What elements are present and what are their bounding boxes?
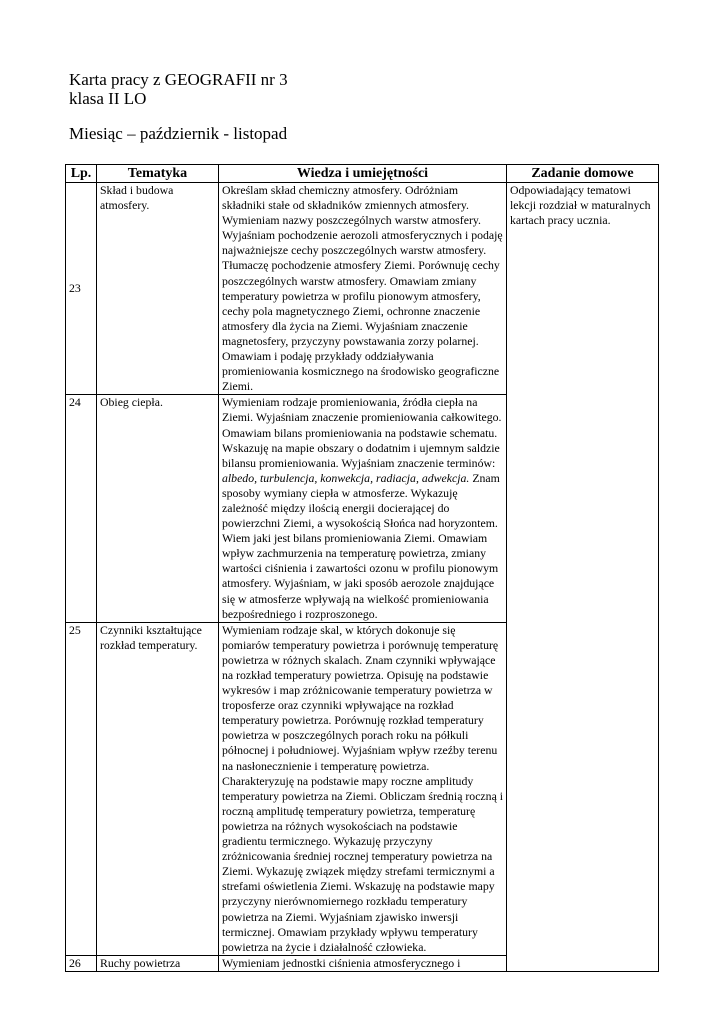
column-header-homework: Zadanie domowe: [507, 165, 659, 183]
row-number: 23: [66, 183, 97, 395]
curriculum-table: [65, 164, 659, 972]
skills-text: Znam sposoby wymiany ciepła w atmosferze. Wykazuję zależność między ilością energii docierającej do powierzchni Ziemi, a wysokością Słońca nad horyzontem. Wiem jaki jest bilans promieniowania Ziemi. Omawiam wpływ zachmurzenia na temperaturę powietrza, zmiany wartości ciśnienia i zawartości ozonu w profilu pionowym atmosfery. Wyjaśniam, w jaki sposób aerozole znajdujące się w atmosferze wpływają na wielkość promieniowania bezpośredniego i rozproszonego.: [222, 470, 500, 621]
row-number: 26: [66, 955, 97, 971]
row-skills: Wymieniam rodzaje skal, w których dokonuje się pomiarów temperatury powietrza i porównuję temperaturę powietrza w różnych skalach. Znam czynniki wpływające na rozkład temperatury powietrza. Opisuję na podstawie wykresów i map zróżnicowanie temperatury powietrza w troposferze oraz czynniki wpływające na rozkład temperatury powietrza. Porównuję rozkład temperatury powietrza w poszczególnych porach roku na półkuli północnej i południowej. Wyjaśniam wpływ rzeźby terenu na nasłonecznienie i temperaturę powietrza. Charakteryzuję na podstawie mapy roczne amplitudy temperatury powietrza na Ziemi. Obliczam średnią roczną i roczną amplitudę temperatury powietrza, temperaturę powietrza na różnych wysokościach na podstawie gradientu termicznego. Wykazuję przyczyny zróżnicowania średniej rocznej temperatury powietrza na Ziemi. Wykazuję związek między strefami termicznymi a strefami oświetlenia Ziemi. Wskazuję na podstawie mapy przyczyny nierównomiernego rozkładu temperatury powietrza na Ziemi. Wyjaśniam zjawisko inwersji termicznej. Omawiam przykłady wpływu temperatury powietrza na życie i działalność człowieka.: [219, 622, 507, 955]
row-number: 25: [66, 622, 97, 955]
skills-terms: albedo, turbulencja, konwekcja, radiacja, adwekcja.: [222, 470, 470, 485]
row-topic: Obieg ciepła.: [97, 395, 219, 622]
row-topic: Skład i budowa atmosfery.: [97, 183, 219, 395]
row-topic: Ruchy powietrza: [97, 955, 219, 971]
column-header-lp: Lp.: [66, 165, 97, 183]
row-skills: [219, 395, 507, 622]
row-skills: Określam skład chemiczny atmosfery. Odróżniam składniki stałe od składników zmiennych atmosfery. Wymieniam nazwy poszczególnych warstw atmosfery. Wyjaśniam pochodzenie aerozoli atmosferycznych i podaję najważniejsze cechy poszczególnych warstw atmosfery. Tłumaczę pochodzenie atmosfery Ziemi. Porównuję cechy poszczególnych warstw atmosfery. Omawiam zmiany temperatury powietrza w profilu pionowym atmosfery, cechy pola magnetycznego Ziemi, ochronne znaczenie atmosfery dla życia na Ziemi. Wyjaśniam znaczenie magnetosfery, przyczyny powstawania zorzy polarnej. Omawiam i podaję przykłady oddziaływania promieniowania kosmicznego na środowisko geograficzne Ziemi.: [219, 183, 507, 395]
row-skills: Wymieniam jednostki ciśnienia atmosferycznego i: [219, 955, 507, 971]
skills-text: Wymieniam rodzaje promieniowania, źródła ciepła na Ziemi. Wyjaśniam znaczenie promieniowania całkowitego. Omawiam bilans promieniowania na podstawie schematu. Wskazuję na mapie obszary o dodatnim i ujemnym saldzie bilansu promieniowania. Wyjaśniam znaczenie terminów:: [222, 395, 502, 470]
class-label: klasa II LO: [69, 89, 147, 108]
row-topic: Czynniki kształtujące rozkład temperatury.: [97, 622, 219, 955]
column-header-topic: Tematyka: [97, 165, 219, 183]
homework-cell: Odpowiadający tematowi lekcji rozdział w maturalnych kartach pracy ucznia.: [507, 183, 659, 972]
worksheet-title: Karta pracy z GEOGRAFII nr 3: [69, 70, 288, 89]
row-number: 24: [66, 395, 97, 622]
month-label: Miesiąc – październik - listopad: [69, 124, 288, 143]
column-header-skills: Wiedza i umiejętności: [219, 165, 507, 183]
table-row: [66, 183, 659, 395]
table-header-row: [66, 165, 659, 183]
